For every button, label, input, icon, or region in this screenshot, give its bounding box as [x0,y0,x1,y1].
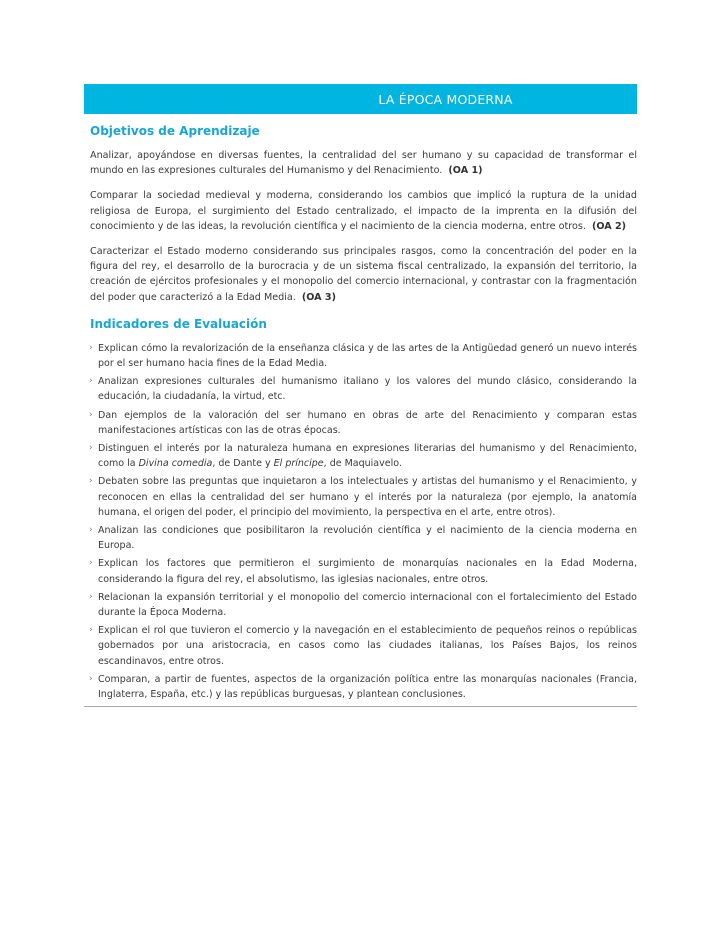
bullet-icon: › [89,443,93,454]
bullet-icon: › [89,476,93,487]
bullet-icon: › [89,673,93,684]
objective-text: Comparar la sociedad medieval y moderna, considerando los cambios que implicó la ruptura de la unidad religiosa de Europa, el surgimiento del Estado centralizado, el impacto de la imprenta en la difusión del conocimiento y de las ideas, la revolución científica y el nacimiento de la ciencia moderna, entre otros. [90,190,637,232]
objective-paragraph [90,148,637,178]
indicator-text-mid: , de Dante y [212,458,274,470]
list-item [89,523,637,553]
objective-code: (OA 1) [448,165,483,177]
indicators-list [89,341,637,702]
objective-text: Caracterizar el Estado moderno considerando sus principales rasgos, como la concentración del poder en la figura del rey, el desarrollo de la burocracia y de un sistema fiscal centralizado, la expansión del territorio, la creación de ejércitos profesionales y el monopolio del comercio internacional, y contrastar con la fragmentación del poder que caracterizó a la Edad Media. [90,246,637,303]
indicator-text: Comparan, a partir de fuentes, aspectos de la organización política entre las monarquías nacionales (Francia, Inglaterra, España, etc.) y las repúblicas burguesas, y plantean conclusiones. [98,673,637,701]
list-item [89,408,637,438]
bullet-icon: › [89,409,93,420]
indicator-text: Debaten sobre las preguntas que inquietaron a los intelectuales y artistas del humanismo y el Renacimiento, y reconocen en ellas la centralidad del ser humano y el interés por la naturaleza (por ejemplo, la anatomía humana, el origen del poder, el principio del movimiento, la perspectiva en el arte, entre otros). [98,476,637,518]
indicator-text: Dan ejemplos de la valoración del ser humano en obras de arte del Renacimiento y comparan estas manifestaciones artísticas con las de otras épocas. [98,409,637,436]
bullet-icon: › [89,376,93,387]
bullet-icon: › [89,625,93,636]
bullet-icon: › [89,558,93,569]
indicator-text-pre: Distinguen el interés por la naturaleza humana en expresiones literarias del humanismo y del Renacimiento, como la [98,443,637,470]
objective-paragraph [90,244,637,305]
list-item [89,374,637,404]
bullet-icon: › [89,342,93,353]
objective-code: (OA 2) [591,220,627,232]
indicator-text: Relacionan la expansión territorial y el monopolio del comercio internacional con el fortalecimiento del Estado durante la Época Moderna. [98,591,637,619]
indicator-text: Explican cómo la revalorización de la enseñanza clásica y de las artes de la Antigüedad generó un nuevo interés por el ser humano hacia fines de la Edad Media. [98,342,637,370]
list-item [89,441,637,471]
bullet-icon: › [89,525,93,536]
bottom-divider [84,706,637,707]
objective-text: Analizar, apoyándose en diversas fuentes, la centralidad del ser humano y su capacidad de transformar el mundo en las expresiones culturales del Humanismo y del Renacimiento. [90,150,637,177]
list-item [89,590,637,620]
indicator-text-post: , de Maquiavelo. [323,458,402,470]
header-bar [84,84,637,114]
list-item [89,474,637,520]
bullet-icon: › [89,591,93,602]
objectives-list [90,148,637,305]
list-item [89,556,637,586]
list-item [89,341,637,371]
work-title-el-principe: El príncipe [273,458,324,470]
objectives-heading: Objetivos de Aprendizaje [90,124,260,138]
indicator-text: Analizan expresiones culturales del humanismo italiano y los valores del mundo clásico, considerando la educación, la ciudadanía, la virtud, etc. [98,376,637,403]
objective-paragraph [90,188,637,234]
work-title-divina-comedia: Divina comedia [138,458,213,470]
indicators-heading: Indicadores de Evaluación [90,316,267,331]
indicator-text: Explican el rol que tuvieron el comercio y la navegación en el establecimiento de pequeños reinos o repúblicas gobernados por una aristocracia, en casos como las ciudades italianas, los Países Bajos, los reinos escandinavos, entre otros. [98,625,637,667]
list-item [89,623,637,669]
objective-code: (OA 3) [301,291,336,303]
content [84,84,637,707]
page-title: LA ÉPOCA MODERNA [378,91,513,107]
indicator-text: Explican los factores que permitieron el surgimiento de monarquías nacionales en la Edad Moderna, considerando la figura del rey, el absolutismo, las iglesias nacionales, entre otros. [98,558,637,585]
list-item [89,672,637,702]
indicator-text: Analizan las condiciones que posibilitaron la revolución científica y el nacimiento de la ciencia moderna en Europa. [98,525,637,552]
